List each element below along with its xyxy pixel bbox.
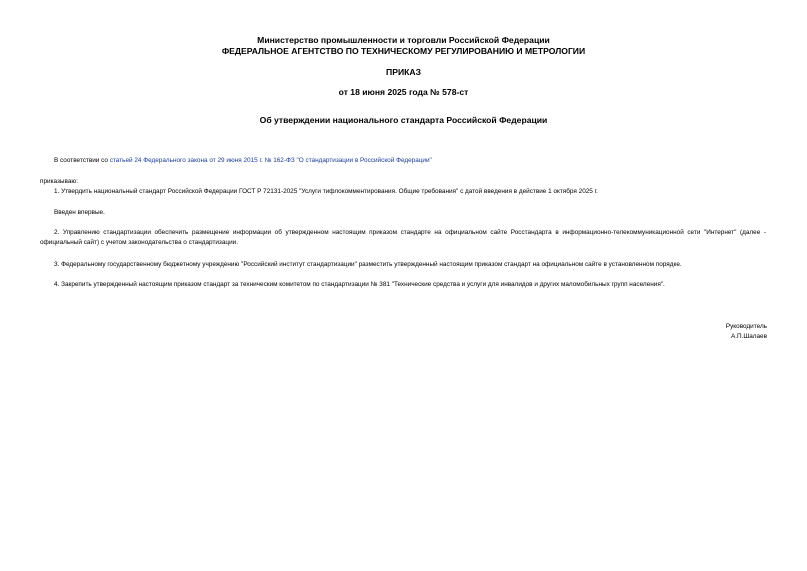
introduced-note: Введен впервые. <box>54 209 105 216</box>
document-subject: Об утверждении национального стандарта Российской Федерации <box>259 115 548 125</box>
item-3: 3. Федеральному государственному бюджетному учреждению "Российский институт стандартизации" разместить утвержденный настоящим приказом стандарт на официальном сайте в установленном порядке. <box>54 261 682 268</box>
item-1: 1. Утвердить национальный стандарт Российской Федерации ГОСТ Р 72131-2025 "Услуги тифлокомментирования. Общие требования" с датой введения в действие 1 октября 2025 г. <box>54 188 598 195</box>
federal-law-link[interactable]: статьей 24 Федерального закона от 29 июня 2015 г. № 162-ФЗ "О стандартизации в Российской Федерации" <box>109 157 432 164</box>
item-4: 4. Закрепить утвержденный настоящим приказом стандарт за техническим комитетом по стандартизации № 381 "Технические средства и услуги для инвалидов и других маломобильных групп населения". <box>54 281 665 288</box>
signatory-name: А.П.Шалаев <box>730 333 767 340</box>
order-word: приказываю: <box>40 178 78 185</box>
document-date-number: от 18 июня 2025 года № 578-ст <box>338 87 469 97</box>
document-type: ПРИКАЗ <box>386 67 421 77</box>
preamble <box>54 156 432 166</box>
signatory-position: Руководитель <box>725 323 767 330</box>
agency-name: ФЕДЕРАЛЬНОЕ АГЕНТСТВО ПО ТЕХНИЧЕСКОМУ РЕГУЛИРОВАНИЮ И МЕТРОЛОГИИ <box>221 46 586 56</box>
ministry-name: Министерство промышленности и торговли Российской Федерации <box>257 35 550 45</box>
preamble-prefix: В соответствии со <box>54 157 110 164</box>
item-2: 2. Управлению стандартизации обеспечить размещение информации об утвержденном настоящим приказом стандарте на официальном сайте Росстандарта в информационно-телекоммуникационной сети "Интернет" (далее - официальный сайт) с учетом законодательства о стандартизации. <box>40 229 766 246</box>
